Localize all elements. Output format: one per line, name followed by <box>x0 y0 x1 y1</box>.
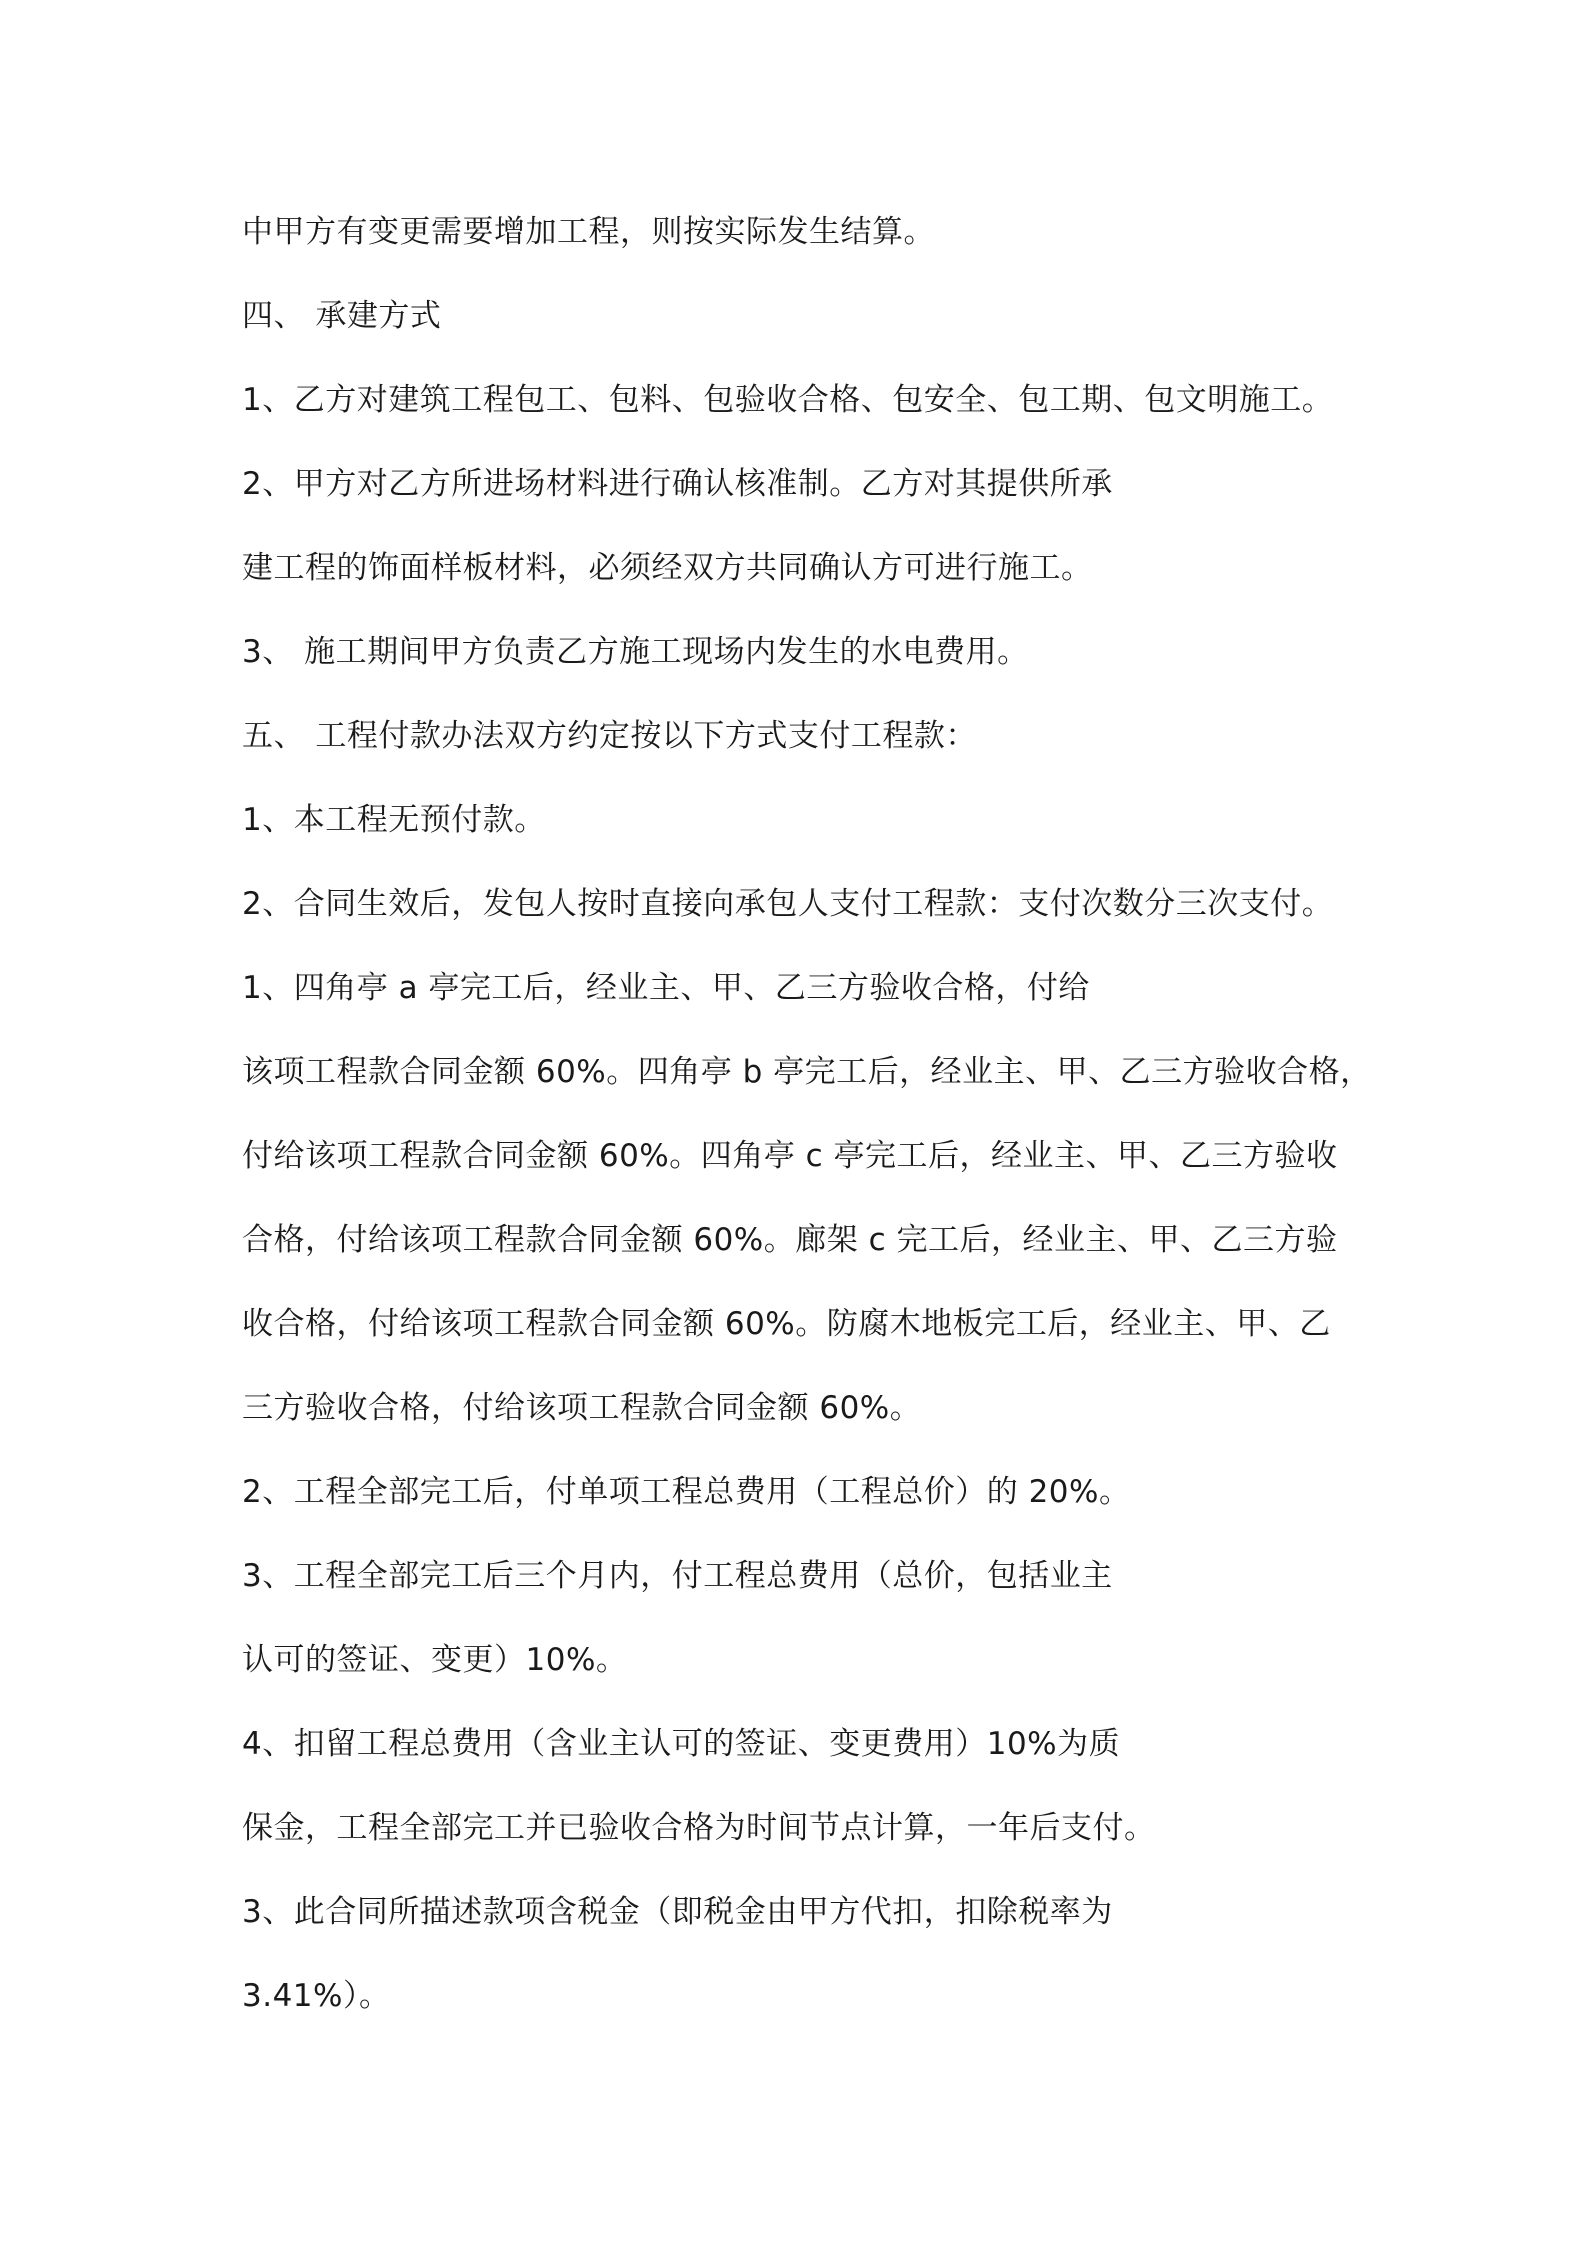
text-line: 该项工程款合同金额 60%。四角亭 b 亭完工后，经业主、甲、乙三方验收合格， <box>242 1054 1372 1090</box>
text-line: 中甲方有变更需要增加工程，则按实际发生结算。 <box>242 214 935 250</box>
text-line: 3.41%）。 <box>242 1978 391 2014</box>
text-line: 3、工程全部完工后三个月内，付工程总费用（总价，包括业主 <box>242 1558 1113 1594</box>
text-line: 1、乙方对建筑工程包工、包料、包验收合格、包安全、包工期、包文明施工。 <box>242 382 1334 418</box>
text-line: 2、工程全部完工后，付单项工程总费用（工程总价）的 20%。 <box>242 1474 1131 1510</box>
text-line: 1、本工程无预付款。 <box>242 802 546 838</box>
text-line: 2、合同生效后，发包人按时直接向承包人支付工程款：支付次数分三次支付。 <box>242 886 1334 922</box>
section-heading: 五、 工程付款办法双方约定按以下方式支付工程款： <box>242 718 977 754</box>
text-line: 1、四角亭 a 亭完工后，经业主、甲、乙三方验收合格，付给 <box>242 970 1090 1006</box>
text-line: 建工程的饰面样板材料，必须经双方共同确认方可进行施工。 <box>242 550 1093 586</box>
text-line: 3、此合同所描述款项含税金（即税金由甲方代扣，扣除税率为 <box>242 1894 1113 1930</box>
text-line: 三方验收合格，付给该项工程款合同金额 60%。 <box>242 1390 922 1426</box>
section-heading: 四、 承建方式 <box>242 298 442 334</box>
text-line: 4、扣留工程总费用（含业主认可的签证、变更费用）10%为质 <box>242 1726 1121 1762</box>
text-line: 合格，付给该项工程款合同金额 60%。廊架 c 完工后，经业主、甲、乙三方验 <box>242 1222 1338 1258</box>
text-line: 2、甲方对乙方所进场材料进行确认核准制。乙方对其提供所承 <box>242 466 1113 502</box>
text-line: 3、 施工期间甲方负责乙方施工现场内发生的水电费用。 <box>242 634 1029 670</box>
text-line: 认可的签证、变更）10%。 <box>242 1642 628 1678</box>
text-line: 付给该项工程款合同金额 60%。四角亭 c 亭完工后，经业主、甲、乙三方验收 <box>242 1138 1338 1174</box>
text-line: 收合格，付给该项工程款合同金额 60%。防腐木地板完工后，经业主、甲、乙 <box>242 1306 1331 1342</box>
text-line: 保金，工程全部完工并已验收合格为时间节点计算，一年后支付。 <box>242 1810 1156 1846</box>
